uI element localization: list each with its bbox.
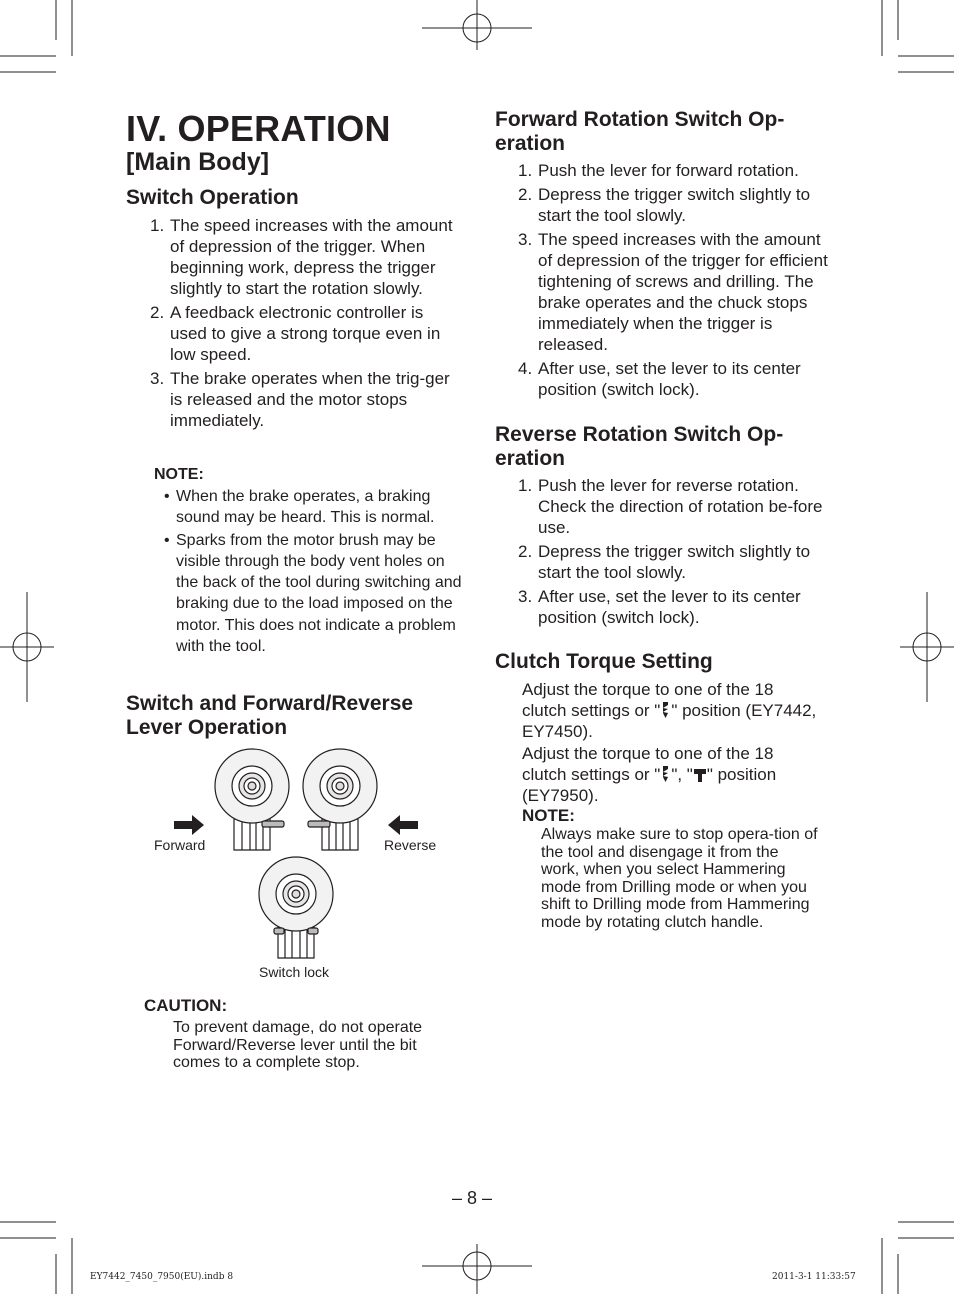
list-item: • Sparks from the motor brush may be visible through the body vent holes on the back of the tool during switching and braking due to the load imposed on the motor. This does not indicate a problem with the tool.: [164, 531, 462, 656]
list-item: 1. Push the lever for forward rotation.: [518, 161, 799, 180]
section-subtitle: [Main Body]: [126, 148, 270, 176]
page-title: IV. OPERATION: [126, 108, 391, 149]
caution-label: CAUTION:: [144, 996, 228, 1015]
list-item: 2. Depress the trigger switch slightly to start the tool slowly.: [518, 542, 811, 582]
clutch-note-text: Always make sure to stop opera-tion of the tool and disengage it from the work, when you select Hammering mode from Drilling mode or when you shift to Drilling mode from Hammering mode by rotating clutch handle.: [541, 826, 818, 931]
list-item: 3. After use, set the lever to its center position (switch lock).: [518, 587, 801, 627]
forward-tool-illustration: [215, 749, 289, 850]
switch-operation-steps: [150, 215, 462, 434]
caution-text: To prevent damage, do not operate Forward/Reverse lever until the bit comes to a complete stop.: [173, 1019, 423, 1071]
clutch-para-2: Adjust the torque to one of the 18 clutch settings or " ", " " position (EY7950).: [522, 744, 777, 805]
list-item: 2. A feedback electronic controller is used to give a strong torque even in low speed.: [150, 303, 441, 364]
switch-lock-label: Switch lock: [259, 964, 330, 980]
note-list: [164, 486, 462, 658]
reverse-label: Reverse: [384, 837, 437, 853]
clutch-note-label: NOTE:: [522, 806, 575, 825]
note-label: NOTE:: [154, 466, 204, 483]
clutch-torque-heading: Clutch Torque Setting: [495, 650, 713, 673]
forward-arrow-icon: [174, 815, 204, 835]
reverse-tool-illustration: [303, 749, 377, 850]
clutch-para-1: Adjust the torque to one of the 18 clutch settings or " " position (EY7442, EY7450).: [522, 680, 817, 741]
lever-operation-heading: Switch and Forward/Reverse Lever Operation: [126, 692, 414, 739]
page-number: – 8 –: [452, 1188, 493, 1208]
drill-bit-icon: [660, 765, 671, 783]
list-item: 3. The speed increases with the amount of depression of the trigger for efficient tightening of screws and drilling. The brake operates and the chuck stops immediately when the trigger is released.: [518, 230, 828, 354]
list-item: 3. The brake operates when the trig-ger is released and the motor stops immediately.: [150, 369, 450, 430]
list-item: • When the brake operates, a braking sound may be heard. This is normal.: [164, 488, 435, 527]
list-item: 2. Depress the trigger switch slightly to start the tool slowly.: [518, 185, 811, 225]
lever-figure: [150, 748, 450, 988]
list-item: 4. After use, set the lever to its center position (switch lock).: [518, 359, 801, 399]
list-item: 1. Push the lever for reverse rotation. Check the direction of rotation be-fore use.: [518, 476, 823, 537]
forward-label: Forward: [154, 837, 206, 853]
reverse-arrow-icon: [388, 815, 418, 835]
drill-bit-icon: [660, 701, 671, 719]
forward-rotation-steps: [518, 160, 828, 403]
footer-file: EY7442_7450_7950(EU).indb 8: [90, 1272, 234, 1282]
switch-operation-heading: Switch Operation: [126, 186, 299, 209]
reverse-rotation-heading: Reverse Rotation Switch Op- eration: [495, 423, 784, 470]
footer-timestamp: 2011-3-1 11:33:57: [772, 1272, 856, 1282]
switch-lock-tool-illustration: [259, 857, 333, 958]
hammer-icon: [693, 765, 707, 783]
list-item: 1. The speed increases with the amount of depression of the trigger. When beginning work, depress the trigger slightly to start the rotation slowly.: [150, 216, 453, 298]
reverse-rotation-steps: [518, 475, 828, 631]
forward-rotation-heading: Forward Rotation Switch Op- eration: [495, 108, 785, 155]
